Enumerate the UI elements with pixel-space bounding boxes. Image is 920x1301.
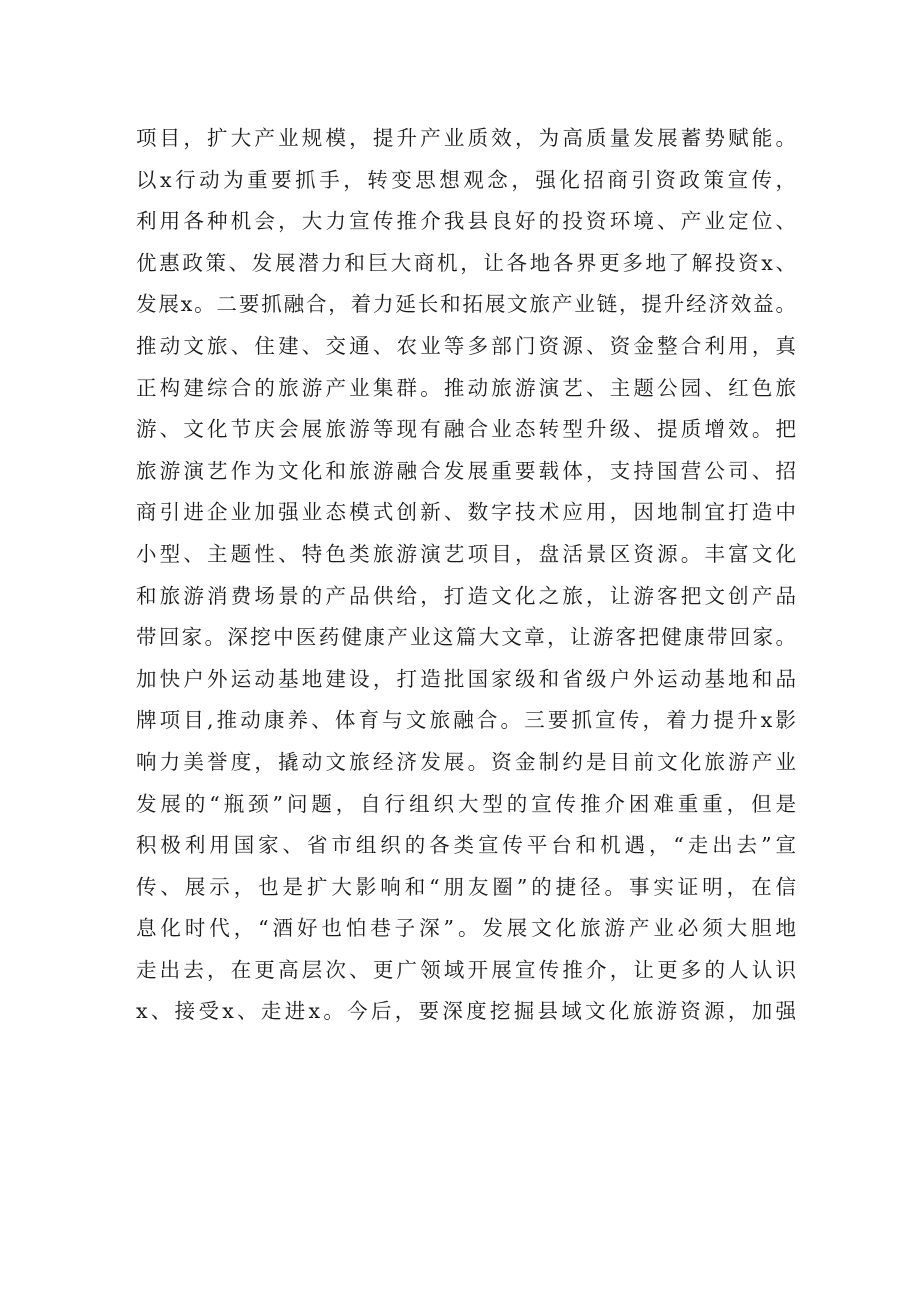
text-line: 加快户外运动基地建设，打造批国家级和省级户外运动基地和品 [136,666,796,691]
text-line: 发展x。二要抓融合，着力延长和拓展文旅产业链，提升经济效益。 [136,292,796,317]
body-text [136,118,796,1033]
text-line: 利用各种机会，大力宣传推介我县良好的投资环境、产业定位、 [136,209,796,234]
text-line: 正构建综合的旅游产业集群。推动旅游演艺、主题公园、红色旅 [136,375,796,400]
text-line: 商引进企业加强业态模式创新、数字技术应用，因地制宜打造中 [136,500,796,525]
text-line: 带回家。深挖中医药健康产业这篇大文章，让游客把健康带回家。 [136,625,796,650]
text-line: 小型、主题性、特色类旅游演艺项目，盘活景区资源。丰富文化 [136,541,796,566]
text-line: 牌项目,推动康养、体育与文旅融合。三要抓宣传，着力提升x影 [136,708,796,733]
text-line: 发展的“瓶颈”问题，自行组织大型的宣传推介困难重重，但是 [136,791,796,816]
text-line: 旅游演艺作为文化和旅游融合发展重要载体，支持国营公司、招 [136,458,796,483]
text-line: 和旅游消费场景的产品供给，打造文化之旅，让游客把文创产品 [136,583,796,608]
text-line: 响力美誉度，撬动文旅经济发展。资金制约是目前文化旅游产业 [136,749,796,774]
text-line: 游、文化节庆会展旅游等现有融合业态转型升级、提质增效。把 [136,417,796,442]
text-line: 走出去，在更高层次、更广领域开展宣传推介，让更多的人认识 [136,957,796,982]
text-line: 优惠政策、发展潜力和巨大商机，让各地各界更多地了解投资x、 [136,250,796,275]
text-line: 项目，扩大产业规模，提升产业质效，为高质量发展蓄势赋能。 [136,126,796,150]
text-line: x、接受x、走进x。今后，要深度挖掘县域文化旅游资源，加强 [136,999,796,1024]
text-line: 传、展示，也是扩大影响和“朋友圈”的捷径。事实证明，在信 [136,874,796,899]
text-line: 息化时代，“酒好也怕巷子深”。发展文化旅游产业必须大胆地 [136,916,796,941]
text-line: 推动文旅、住建、交通、农业等多部门资源、资金整合利用，真 [136,333,796,358]
text-line: 积极利用国家、省市组织的各类宣传平台和机遇，“走出去”宣 [136,833,796,858]
text-line: 以x行动为重要抓手，转变思想观念，强化招商引资政策宣传， [136,167,796,192]
